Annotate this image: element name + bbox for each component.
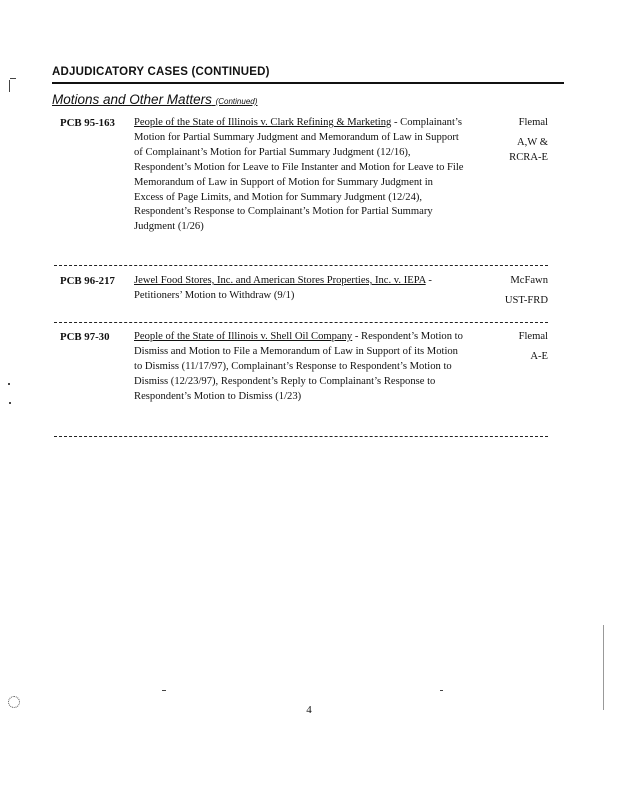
scan-artifact — [10, 78, 16, 79]
case-divider — [54, 265, 548, 266]
case-description — [134, 330, 464, 405]
subsection-heading — [52, 92, 257, 107]
case-description — [134, 274, 464, 304]
scan-artifact — [440, 690, 443, 691]
case-board-member-and-type — [458, 330, 548, 365]
case-type-line-2: RCRA-E — [509, 151, 548, 163]
case-board-member: Flemal — [518, 117, 548, 128]
case-details: - Petitioners’ Motion to Withdraw (9/1) — [134, 275, 432, 301]
scan-artifact — [8, 696, 20, 708]
case-type: UST-FRD — [504, 294, 548, 306]
scan-artifact — [603, 625, 604, 710]
page-number: 4 — [306, 704, 312, 716]
scan-artifact — [9, 402, 11, 404]
case-divider — [54, 322, 548, 323]
case-title: People of the State of Illinois v. Shell Oil Company — [134, 331, 353, 342]
case-type-line-1: A,W & — [517, 136, 548, 148]
scan-artifact — [8, 383, 10, 385]
scan-artifact — [9, 80, 10, 92]
case-title: Jewel Food Stores, Inc. and American Stores Properties, Inc. v. IEPA — [134, 275, 426, 286]
case-number: PCB 95-163 — [60, 117, 115, 129]
case-description — [134, 116, 464, 235]
case-details: - Complainant’s Motion for Partial Summary Judgment and Memorandum of Law in Support of Complainant’s Motion for Partial Summary Judgment (12/16), Respondent’s Motion for Leave to File Instanter and Motion for Leave to File Memorandum of Law in Support of Motion for Summary Judgment in Excess of Page Limits, and Motion for Summary Judgment (12/24), Respondent’s Response to Complainant’s Motion for Partial Summary Judgment (1/26) — [134, 117, 464, 233]
case-type: A-E — [530, 350, 548, 362]
section-rule — [52, 82, 564, 84]
case-details: - Respondent’s Motion to Dismiss and Motion to File a Memorandum of Law in Support of its Motion to Dismiss (11/17/97), Complainant’s Response to Respondent’s Motion to Dismiss (12/23/97), Respondent’s Reply to Complainant’s Response to Respondent’s Motion to Dismiss (1/23) — [134, 331, 463, 402]
scan-artifact — [162, 690, 166, 691]
case-divider — [54, 436, 548, 437]
case-board-member: Flemal — [518, 331, 548, 342]
case-board-member: McFawn — [510, 275, 548, 286]
case-board-member-and-type — [458, 274, 548, 309]
case-board-member-and-type — [458, 116, 548, 166]
case-title: People of the State of Illinois v. Clark Refining & Marketing — [134, 117, 392, 128]
subsection-continued-note: (Continued) — [215, 97, 258, 106]
case-number: PCB 96-217 — [60, 275, 115, 287]
case-number: PCB 97-30 — [60, 331, 110, 343]
section-heading: ADJUDICATORY CASES (CONTINUED) — [52, 66, 270, 78]
subsection-title: Motions and Other Matters — [52, 92, 212, 107]
